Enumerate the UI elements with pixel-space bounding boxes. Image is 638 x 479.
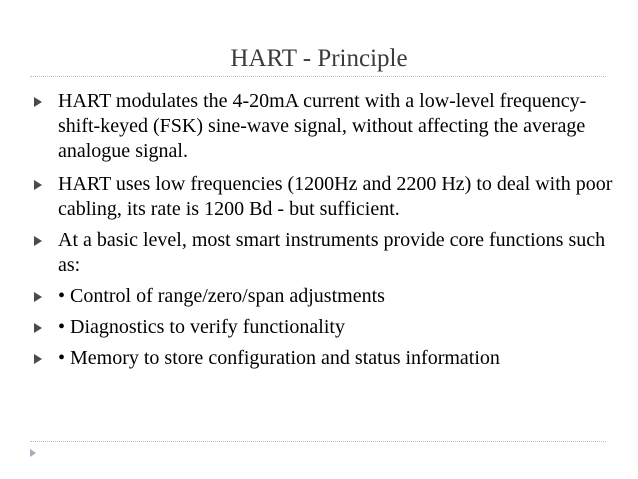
footer-divider <box>30 441 606 442</box>
bullet-item <box>34 315 624 340</box>
triangle-right-icon <box>34 292 42 302</box>
triangle-right-icon <box>34 323 42 333</box>
bullet-item <box>34 228 624 278</box>
bullet-item <box>34 172 624 222</box>
bullet-item <box>34 284 624 309</box>
bullet-list <box>34 89 624 377</box>
triangle-right-icon <box>34 236 42 246</box>
slide-title: HART - Principle <box>230 45 408 72</box>
bullet-item <box>34 89 624 164</box>
bullet-text: • Diagnostics to verify functionality <box>58 316 345 338</box>
title-divider <box>30 76 606 77</box>
triangle-right-icon <box>34 354 42 364</box>
small-triangle-right-icon <box>30 449 36 457</box>
bullet-text: • Control of range/zero/span adjustments <box>58 285 385 307</box>
bullet-text: HART modulates the 4-20mA current with a low-level frequency-shift-keyed (FSK) sine-wave signal, without affecting the average analogue signal. <box>58 90 587 162</box>
bullet-text: • Memory to store configuration and status information <box>58 347 500 369</box>
bullet-text: HART uses low frequencies (1200Hz and 2200 Hz) to deal with poor cabling, its rate is 1200 Bd - but sufficient. <box>58 173 613 220</box>
bullet-text: At a basic level, most smart instruments provide core functions such as: <box>58 229 606 276</box>
bullet-item <box>34 346 624 371</box>
triangle-right-icon <box>34 97 42 107</box>
triangle-right-icon <box>34 180 42 190</box>
